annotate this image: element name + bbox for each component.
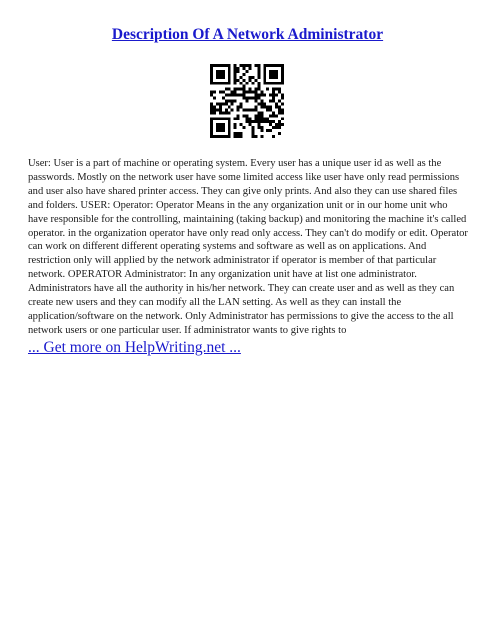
document-body: User: User is a part of machine or operating system. Every user has a unique user id as well as the passwords. Mostly on the network user have some limited access like user have only read permissions and user also have shared printer access. They can give only prints. And also they can use shared files and folders. USER: Operator: Operator Means in the any organization unit or in our home unit who have responsible for the controlling, maintaining (taking backup) and monitoring the machine it's called operator. in the organization operator have only read only access. They can't do modify or edit. Operator can work on different different operating systems and software as well as on applications. And restriction only will applied by the network administrator if operator is member of that particular network. OPERATOR Administrator: In any organization unit have at list one administrator. Administrators have all the authority in his/her network. They can create user and as well as they can create new users and they can modify all the LAN setting. As well as they can install the application/software on the network. Only Administrator has permissions to give the access to the all network users or one particular user. If administrator wants to give rights to <box>28 158 468 336</box>
document-title[interactable]: Description Of A Network Administrator <box>111 26 384 43</box>
get-more-link[interactable]: ... Get more on HelpWriting.net ... <box>28 339 241 356</box>
qr-code-icon <box>210 64 284 138</box>
